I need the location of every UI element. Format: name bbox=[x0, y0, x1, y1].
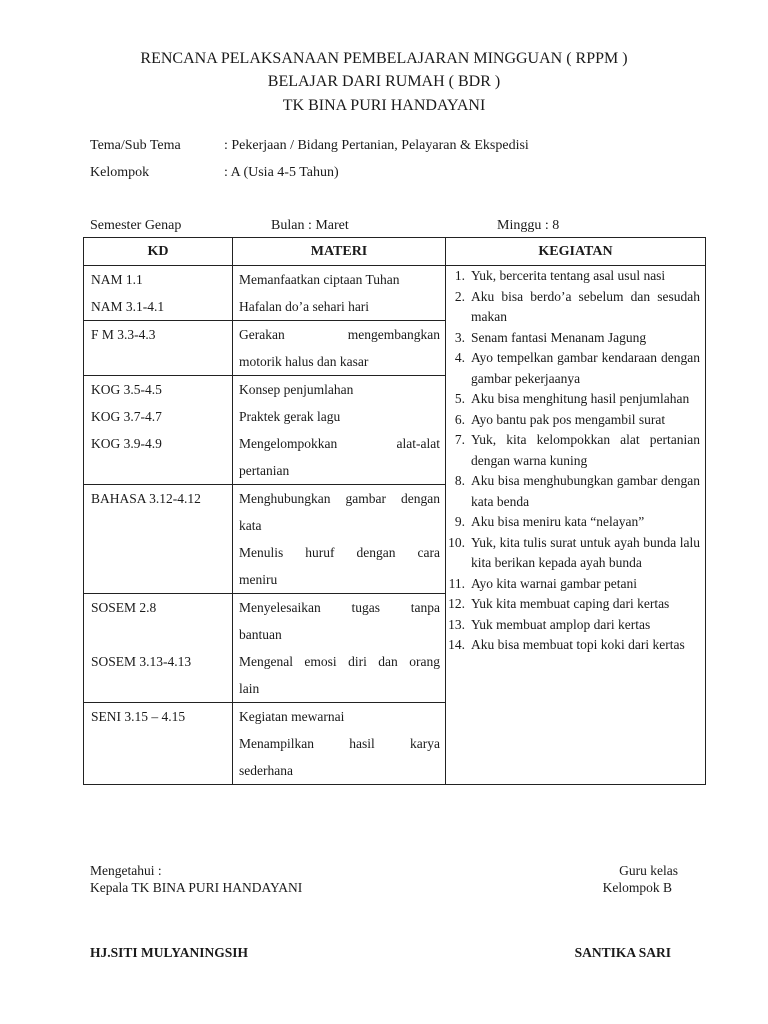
principal-title: Kepala TK BINA PURI HANDAYANI bbox=[90, 880, 303, 895]
kegiatan-text: Yuk, bercerita tentang asal usul nasi bbox=[471, 268, 666, 283]
kegiatan-text: Ayo bantu pak pos mengambil surat bbox=[471, 411, 666, 427]
kegiatan-number: 1. bbox=[454, 268, 465, 283]
tema-value: : Pekerjaan / Bidang Pertanian, Pelayaran & Ekspedisi bbox=[224, 138, 529, 153]
materi-text: Menyelesaikan tugas tanpa bbox=[239, 600, 440, 615]
kegiatan-item bbox=[446, 430, 700, 471]
header-kd: KD bbox=[84, 238, 233, 266]
materi-text: Mengenal emosi diri dan orang bbox=[239, 654, 440, 669]
kegiatan-text: Aku bisa menghubungkan gambar dengan kata benda bbox=[471, 473, 700, 509]
kd-cell bbox=[84, 594, 233, 703]
kegiatan-number: 6. bbox=[454, 411, 465, 427]
kd-code: F M 3.3-4.3 bbox=[91, 327, 156, 342]
materi-text: Menghubungkan gambar dengan bbox=[239, 491, 440, 506]
kegiatan-cell bbox=[446, 266, 706, 785]
kegiatan-number: 5. bbox=[454, 391, 465, 406]
kegiatan-text: Ayo tempelkan gambar kendaraan dengan gambar pekerjaanya bbox=[471, 350, 700, 386]
materi-text: Gerakan mengembangkan bbox=[239, 327, 440, 342]
kegiatan-number: 2. bbox=[454, 288, 465, 304]
materi-text: sederhana bbox=[239, 763, 293, 778]
semester-text: Semester Genap bbox=[90, 218, 182, 233]
kegiatan-item bbox=[446, 266, 700, 287]
kegiatan-list bbox=[446, 266, 705, 656]
tema-label: Tema/Sub Tema bbox=[90, 138, 181, 153]
kd-cell bbox=[84, 376, 233, 485]
kd-code-spacer bbox=[84, 621, 232, 648]
kegiatan-number: 7. bbox=[454, 432, 465, 447]
materi-text: Hafalan do’a sehari hari bbox=[239, 299, 370, 314]
kd-cell bbox=[84, 321, 233, 376]
kegiatan-item bbox=[446, 471, 700, 512]
kegiatan-text: Senam fantasi Menanam Jagung bbox=[471, 329, 647, 345]
kd-code: BAHASA 3.12-4.12 bbox=[91, 491, 201, 506]
kegiatan-number: 12. bbox=[448, 596, 465, 611]
materi-text: motorik halus dan kasar bbox=[239, 354, 369, 369]
bulan-text: Bulan : Maret bbox=[271, 218, 349, 233]
kd-code: NAM 3.1-4.1 bbox=[91, 299, 165, 314]
kd-cell bbox=[84, 485, 233, 594]
document-title: RENCANA PELAKSANAAN PEMBELAJARAN MINGGUAN ( RPPM ) bbox=[140, 50, 628, 67]
kegiatan-number: 3. bbox=[454, 329, 465, 345]
materi-cell bbox=[233, 485, 446, 594]
kegiatan-text: Yuk, kita kelompokkan alat pertanian dengan warna kuning bbox=[471, 432, 700, 468]
materi-text: pertanian bbox=[239, 463, 290, 478]
header-materi: MATERI bbox=[233, 238, 446, 266]
materi-text: Praktek gerak lagu bbox=[239, 409, 341, 424]
kegiatan-number: 13. bbox=[448, 616, 465, 632]
kelompok-label: Kelompok bbox=[90, 165, 150, 180]
kegiatan-item bbox=[446, 594, 700, 615]
kegiatan-item bbox=[446, 348, 700, 389]
kegiatan-text: Aku bisa berdo’a sebelum dan sesudah makan bbox=[471, 288, 700, 324]
principal-name: HJ.SITI MULYANINGSIH bbox=[90, 945, 249, 960]
school-name: TK BINA PURI HANDAYANI bbox=[282, 97, 486, 114]
kegiatan-text: Aku bisa meniru kata “nelayan” bbox=[471, 514, 645, 529]
kegiatan-item bbox=[446, 533, 700, 574]
kd-cell bbox=[84, 703, 233, 785]
kegiatan-number: 11. bbox=[448, 575, 465, 591]
kegiatan-item bbox=[446, 410, 700, 431]
kd-cell bbox=[84, 266, 233, 321]
kegiatan-text: Yuk kita membuat caping dari kertas bbox=[471, 596, 670, 611]
kegiatan-item bbox=[446, 615, 700, 636]
materi-text: meniru bbox=[239, 572, 278, 587]
materi-text: Menampilkan hasil karya bbox=[239, 736, 440, 751]
header-kegiatan: KEGIATAN bbox=[446, 238, 706, 266]
kegiatan-item bbox=[446, 328, 700, 349]
kelompok-value: : A (Usia 4-5 Tahun) bbox=[224, 165, 339, 180]
materi-text: Konsep penjumlahan bbox=[239, 382, 354, 397]
materi-cell bbox=[233, 594, 446, 703]
materi-text: Memanfaatkan ciptaan Tuhan bbox=[239, 272, 400, 287]
kegiatan-text: Ayo kita warnai gambar petani bbox=[471, 575, 637, 591]
materi-text: kata bbox=[239, 518, 262, 533]
materi-text: bantuan bbox=[239, 627, 282, 642]
kegiatan-number: 10. bbox=[448, 534, 465, 550]
document-subtitle: BELAJAR DARI RUMAH ( BDR ) bbox=[267, 73, 501, 90]
materi-text: lain bbox=[239, 681, 260, 696]
kegiatan-item bbox=[446, 574, 700, 595]
kegiatan-number: 4. bbox=[454, 350, 465, 365]
kegiatan-text: Aku bisa membuat topi koki dari kertas bbox=[471, 637, 685, 652]
kegiatan-item bbox=[446, 635, 700, 656]
materi-text: Mengelompokkan alat-alat bbox=[239, 436, 440, 451]
teacher-title: Guru kelas bbox=[619, 863, 678, 878]
kd-code: SOSEM 3.13-4.13 bbox=[91, 654, 192, 669]
kd-code: KOG 3.9-4.9 bbox=[91, 436, 162, 451]
rppm-table bbox=[83, 237, 706, 785]
kegiatan-item bbox=[446, 389, 700, 410]
materi-text: Kegiatan mewarnai bbox=[239, 709, 345, 724]
teacher-name: SANTIKA SARI bbox=[574, 945, 671, 960]
kegiatan-item bbox=[446, 287, 700, 328]
kegiatan-text: Yuk, kita tulis surat untuk ayah bunda lalu kita berikan kepada ayah bunda bbox=[471, 534, 700, 570]
minggu-text: Minggu : 8 bbox=[497, 218, 560, 233]
kegiatan-number: 9. bbox=[454, 514, 465, 529]
materi-text: Menulis huruf dengan cara bbox=[239, 545, 440, 560]
materi-cell bbox=[233, 321, 446, 376]
kegiatan-text: Yuk membuat amplop dari kertas bbox=[471, 616, 651, 632]
materi-cell bbox=[233, 703, 446, 785]
materi-cell bbox=[233, 376, 446, 485]
kegiatan-number: 14. bbox=[448, 637, 465, 652]
table-row bbox=[84, 266, 706, 321]
kd-code: NAM 1.1 bbox=[91, 272, 143, 287]
kd-code: KOG 3.7-4.7 bbox=[91, 409, 162, 424]
approval-label: Mengetahui : bbox=[90, 863, 162, 878]
kd-code: KOG 3.5-4.5 bbox=[91, 382, 162, 397]
kd-code: SENI 3.15 – 4.15 bbox=[91, 709, 186, 724]
kegiatan-text: Aku bisa menghitung hasil penjumlahan bbox=[471, 391, 690, 406]
materi-cell bbox=[233, 266, 446, 321]
table-header-row bbox=[84, 238, 706, 266]
kegiatan-number: 8. bbox=[454, 473, 465, 488]
kegiatan-item bbox=[446, 512, 700, 533]
kd-code: SOSEM 2.8 bbox=[91, 600, 157, 615]
teacher-group: Kelompok B bbox=[602, 880, 672, 895]
